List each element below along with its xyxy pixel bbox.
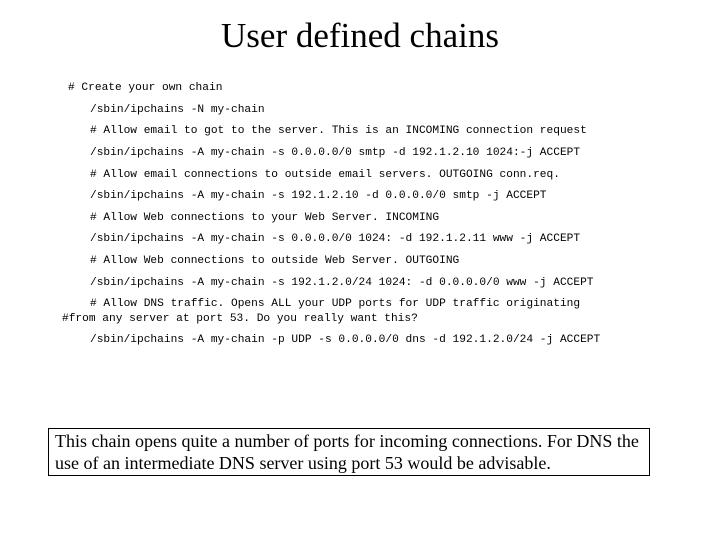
code-command-email-in: /sbin/ipchains -A my-chain -s 0.0.0.0/0 smtp -d 192.1.2.10 1024:-j ACCEPT xyxy=(90,147,581,159)
code-comment-web-out: # Allow Web connections to outside Web Server. OUTGOING xyxy=(90,255,460,267)
code-command-web-in: /sbin/ipchains -A my-chain -s 0.0.0.0/0 1024: -d 192.1.2.11 www -j ACCEPT xyxy=(90,233,581,245)
code-comment-email-out: # Allow email connections to outside email servers. OUTGOING conn.req. xyxy=(90,169,560,181)
slide-title: User defined chains xyxy=(221,16,499,55)
code-comment-dns-line1: # Allow DNS traffic. Opens ALL your UDP ports for UDP traffic originating xyxy=(90,298,581,310)
note-box: This chain opens quite a number of ports for incoming connections. For DNS the use of an intermediate DNS server using port 53 would be advisable. xyxy=(48,428,650,476)
code-command-email-out: /sbin/ipchains -A my-chain -s 192.1.2.10 -d 0.0.0.0/0 smtp -j ACCEPT xyxy=(90,190,547,202)
code-command-web-out: /sbin/ipchains -A my-chain -s 192.1.2.0/24 1024: -d 0.0.0.0/0 www -j ACCEPT xyxy=(90,277,594,289)
code-comment-web-in: # Allow Web connections to your Web Server. INCOMING xyxy=(90,212,440,224)
code-comment-create-chain: # Create your own chain xyxy=(68,82,223,94)
code-comment-dns-line2: #from any server at port 53. Do you really want this? xyxy=(62,313,418,325)
code-comment-email-in: # Allow email to got to the server. This is an INCOMING connection request xyxy=(90,125,587,137)
code-command-new-chain: /sbin/ipchains -N my-chain xyxy=(90,104,265,116)
code-command-dns: /sbin/ipchains -A my-chain -p UDP -s 0.0.0.0/0 dns -d 192.1.2.0/24 -j ACCEPT xyxy=(90,334,601,346)
